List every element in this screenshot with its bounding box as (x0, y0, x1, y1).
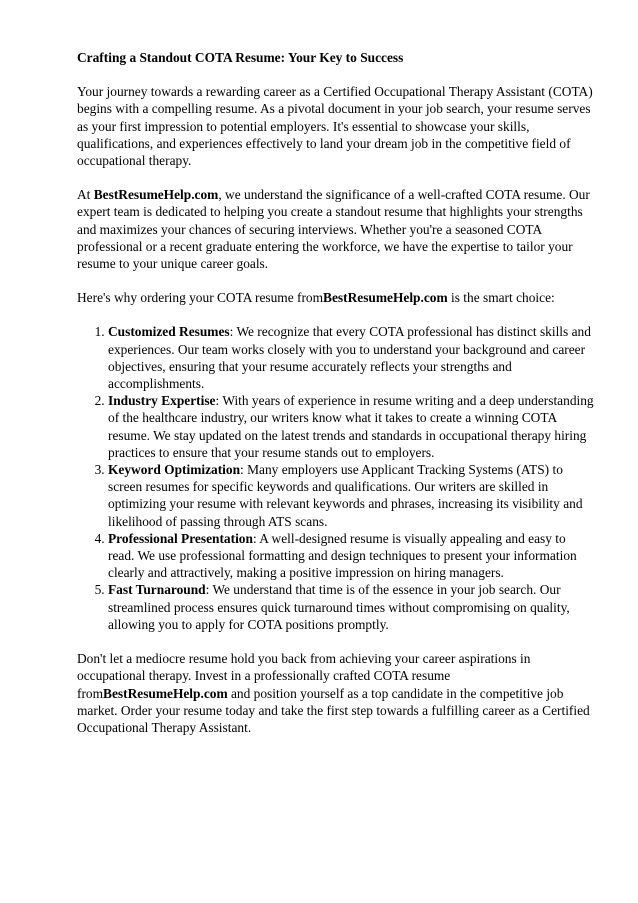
list-item (108, 323, 594, 392)
reason-label: Fast Turnaround (108, 582, 206, 598)
about-prefix: At (77, 187, 94, 203)
list-item (108, 530, 594, 582)
reason-label: Industry Expertise (108, 393, 216, 409)
reasons-list (77, 323, 594, 633)
list-item (108, 392, 594, 461)
about-text: , we understand the significance of a well-crafted COTA resume. Our expert team is dedicated to helping you create a standout resume that highlights your strengths and maximizes your chances of securing interviews. Whether you're a seasoned COTA professional or a recent graduate entering the workforce, we have the expertise to tailor your resume to your unique career goals. (77, 187, 590, 272)
closing-paragraph (77, 650, 594, 736)
reason-text: : Many employers use Applicant Tracking Systems (ATS) to screen resumes for specific keywords and qualifications. Our writers are skilled in optimizing your resume with relevant keywords and phrases, increasing its visibility and likelihood of passing through ATS scans. (108, 462, 583, 529)
brand-name: BestResumeHelp.com (323, 290, 448, 306)
document-title: Crafting a Standout COTA Resume: Your Key to Success (77, 50, 404, 65)
why-suffix: is the smart choice: (451, 290, 555, 306)
reason-label: Customized Resumes (108, 324, 230, 340)
closing-suffix: and position yourself as a top candidate in the competitive job market. Order your resume today and take the first step towards a fulfilling career as a Certified Occupational Therapy Assistant. (77, 685, 590, 735)
reason-label: Professional Presentation (108, 530, 253, 546)
reason-label: Keyword Optimization (108, 462, 241, 478)
reason-text: : We understand that time is of the essence in your job search. Our streamlined process ensures quick turnaround times without compromising on quality, allowing you to apply for COTA positions promptly. (108, 582, 570, 632)
why-paragraph (77, 289, 594, 306)
reason-text: : We recognize that every COTA professional has distinct skills and experiences. Our team works closely with you to understand your background and career objectives, ensuring that your resume accurately reflects your strengths and accomplishments. (108, 324, 591, 392)
why-prefix: Here's why ordering your COTA resume from (77, 290, 324, 306)
reason-text: : With years of experience in resume writing and a deep understanding of the healthcare industry, our writers know what it takes to create a winning COTA resume. We stay updated on the latest trends and standards in occupational therapy hiring practices to ensure that your resume stands out to employers. (108, 393, 594, 460)
list-item (108, 461, 594, 530)
reason-text: : A well-designed resume is visually appealing and easy to read. We use professional formatting and design techniques to present your information clearly and attractively, making a positive impression on hiring managers. (108, 530, 577, 581)
brand-name: BestResumeHelp.com (103, 685, 228, 701)
brand-name: BestResumeHelp.com (93, 187, 219, 203)
about-paragraph (77, 186, 594, 272)
list-item (108, 581, 594, 633)
closing-prefix: Don't let a mediocre resume hold you back from achieving your career aspirations in occupational therapy. Invest in a professionally crafted COTA resume from (77, 651, 531, 701)
intro-paragraph: Your journey towards a rewarding career as a Certified Occupational Therapy Assistant (COTA) begins with a compelling resume. As a pivotal document in your job search, your resume serves as your first impression to potential employers. It's essential to showcase your skills, qualifications, and experiences effectively to land your dream job in the competitive field of occupational therapy. (77, 84, 593, 169)
